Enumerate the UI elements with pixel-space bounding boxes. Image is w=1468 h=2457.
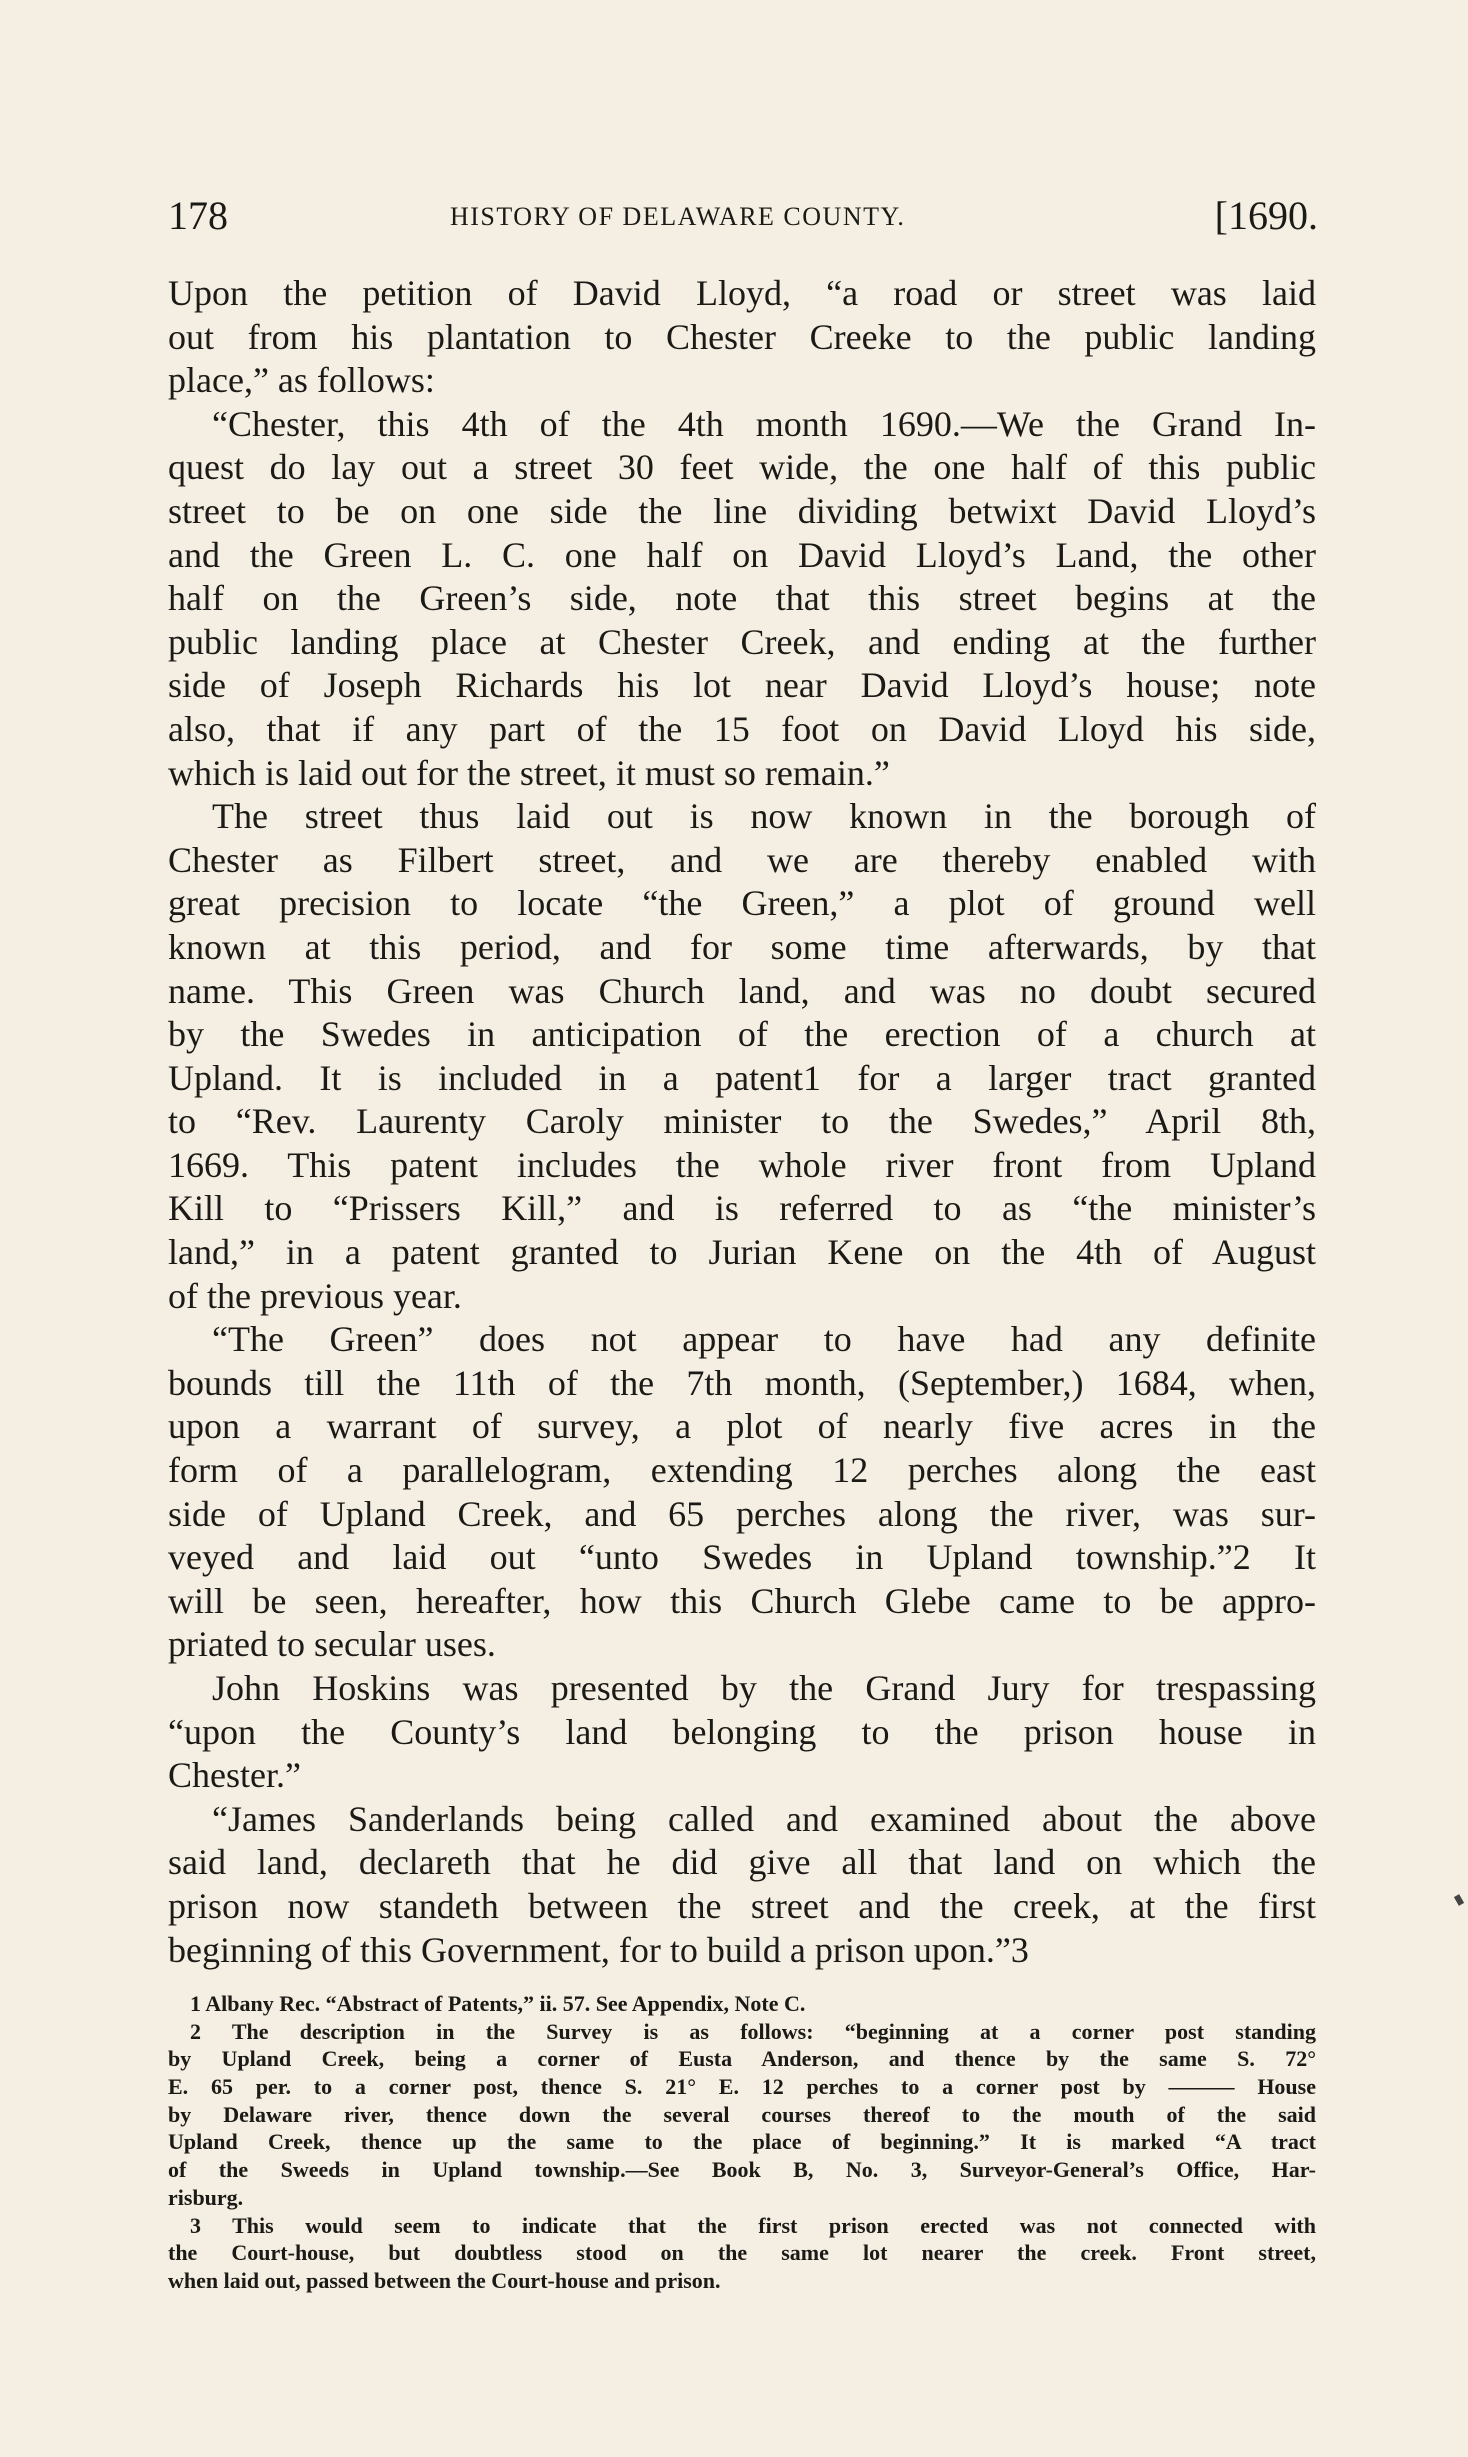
footnote-line: the Court-house, but doubtless stood on the same lot nearer the creek. Front street, bbox=[168, 2240, 1316, 2266]
body-line: beginning of this Government, for to build a prison upon.”3 bbox=[168, 1929, 1029, 1970]
body-line: side of Upland Creek, and 65 perches along the river, was sur- bbox=[168, 1493, 1316, 1534]
body-line: public landing place at Chester Creek, and ending at the further bbox=[168, 621, 1316, 662]
body-line: Chester.” bbox=[168, 1755, 301, 1796]
body-line: prison now standeth between the street and the creek, at the first bbox=[168, 1885, 1316, 1926]
body-line: great precision to locate “the Green,” a plot of ground well bbox=[168, 883, 1316, 924]
footnote-line: of the Sweeds in Upland township.—See Book B, No. 3, Surveyor-General’s Office, Har- bbox=[168, 2157, 1316, 2183]
body-line: out from his plantation to Chester Creeke to the public landing bbox=[168, 316, 1316, 357]
body-line: Upon the petition of David Lloyd, “a road or street was laid bbox=[168, 273, 1316, 313]
page-header bbox=[168, 192, 1318, 252]
body-line: side of Joseph Richards his lot near David Lloyd’s house; note bbox=[168, 665, 1316, 706]
footnote-line: 1 Albany Rec. “Abstract of Patents,” ii. 57. See Appendix, Note C. bbox=[190, 1991, 806, 2016]
body-line: upon a warrant of survey, a plot of nearly five acres in the bbox=[168, 1406, 1316, 1447]
body-line: street to be on one side the line dividing betwixt David Lloyd’s bbox=[168, 490, 1316, 531]
footnote-line: 2 The description in the Survey is as follows: “beginning at a corner post standing bbox=[190, 2018, 1316, 2044]
page-number: 178 bbox=[168, 193, 228, 238]
body-line: said land, declareth that he did give all that land on which the bbox=[168, 1842, 1316, 1883]
body-line: known at this period, and for some time afterwards, by that bbox=[168, 926, 1316, 967]
footnote-line: risburg. bbox=[168, 2184, 244, 2210]
body-line: veyed and laid out “unto Swedes in Upland township.”2 It bbox=[168, 1537, 1316, 1578]
body-line: Upland. It is included in a patent1 for a larger tract granted bbox=[168, 1057, 1316, 1098]
footnotes bbox=[168, 1990, 1316, 2295]
body-line: form of a parallelogram, extending 12 perches along the east bbox=[168, 1450, 1316, 1491]
body-line: which is laid out for the street, it must so remain.” bbox=[168, 752, 890, 793]
body-line: “James Sanderlands being called and examined about the above bbox=[212, 1798, 1316, 1839]
body-line: and the Green L. C. one half on David Lloyd’s Land, the other bbox=[168, 534, 1316, 575]
footnote-line: by Upland Creek, being a corner of Eusta Anderson, and thence by the same S. 72° bbox=[168, 2046, 1316, 2072]
footnote-line: E. 65 per. to a corner post, thence S. 21° E. 12 perches to a corner post by ——— House bbox=[168, 2074, 1316, 2100]
body-line: bounds till the 11th of the 7th month, (September,) 1684, when, bbox=[168, 1362, 1316, 1403]
margin-speck bbox=[1454, 1894, 1464, 1906]
body-line: Kill to “Prissers Kill,” and is referred to as “the minister’s bbox=[168, 1188, 1316, 1229]
body-line: will be seen, hereafter, how this Church Glebe came to be appro- bbox=[168, 1580, 1316, 1621]
body-line: Chester as Filbert street, and we are thereby enabled with bbox=[168, 839, 1316, 880]
body-line: to “Rev. Laurenty Caroly minister to the Swedes,” April 8th, bbox=[168, 1101, 1316, 1142]
body-line: land,” in a patent granted to Jurian Kene on the 4th of August bbox=[168, 1232, 1316, 1273]
body-text bbox=[168, 272, 1316, 1972]
body-line: “Chester, this 4th of the 4th month 1690.—We the Grand In- bbox=[212, 403, 1316, 444]
page-year: [1690. bbox=[1214, 193, 1318, 238]
body-line: “The Green” does not appear to have had any definite bbox=[212, 1319, 1316, 1360]
running-title: HISTORY OF DELAWARE COUNTY. bbox=[450, 202, 906, 231]
body-line: 1669. This patent includes the whole river front from Upland bbox=[168, 1144, 1316, 1185]
body-line: of the previous year. bbox=[168, 1275, 462, 1316]
body-line: John Hoskins was presented by the Grand Jury for trespassing bbox=[212, 1668, 1316, 1708]
body-line: “upon the County’s land belonging to the prison house in bbox=[168, 1711, 1316, 1752]
footnote-line: by Delaware river, thence down the several courses thereof to the mouth of the said bbox=[168, 2101, 1316, 2127]
footnote-line: 3 This would seem to indicate that the first prison erected was not connected with bbox=[190, 2212, 1316, 2238]
footnote-line: Upland Creek, thence up the same to the place of beginning.” It is marked “A tract bbox=[168, 2129, 1316, 2155]
body-line: by the Swedes in anticipation of the erection of a church at bbox=[168, 1014, 1316, 1055]
body-line: also, that if any part of the 15 foot on David Lloyd his side, bbox=[168, 708, 1316, 749]
footnote-line: when laid out, passed between the Court-house and prison. bbox=[168, 2267, 721, 2293]
body-line: place,” as follows: bbox=[168, 360, 435, 401]
body-line: quest do lay out a street 30 feet wide, the one half of this public bbox=[168, 447, 1316, 488]
body-line: priated to secular uses. bbox=[168, 1624, 496, 1665]
body-line: half on the Green’s side, note that this street begins at the bbox=[168, 578, 1316, 619]
body-line: name. This Green was Church land, and was no doubt secured bbox=[168, 970, 1316, 1011]
body-line: The street thus laid out is now known in the borough of bbox=[212, 796, 1316, 837]
